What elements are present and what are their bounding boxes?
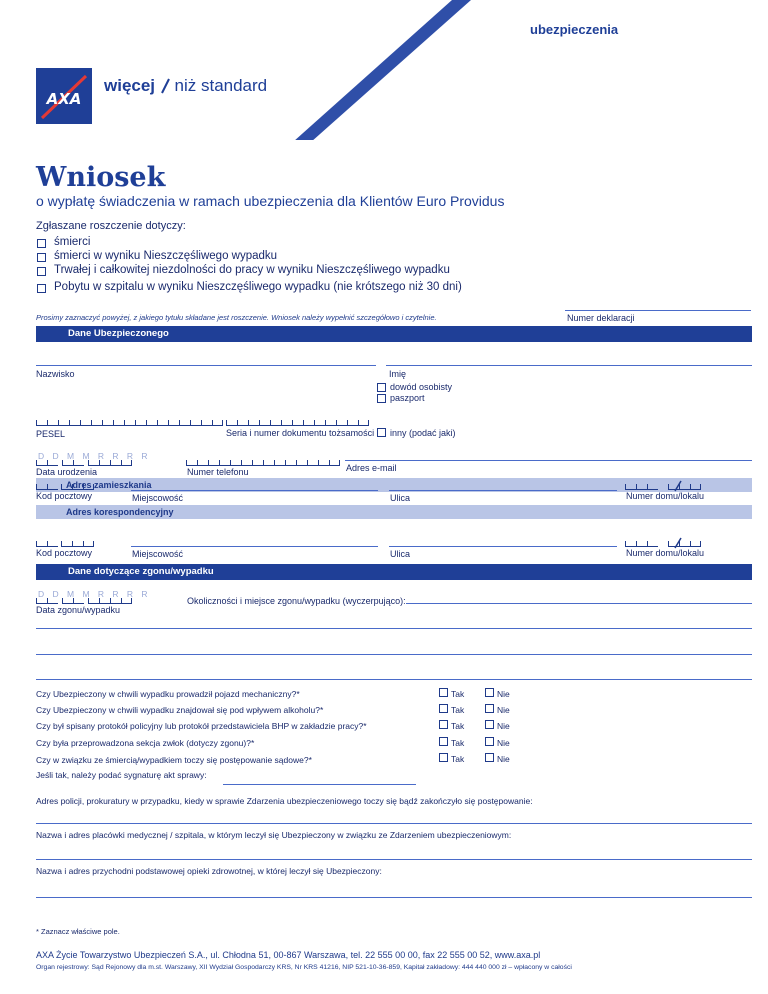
corr-city-line[interactable] — [131, 546, 378, 547]
doc-type-id: dowód osobisty — [390, 382, 453, 392]
residence-city-label: Miejscowość — [132, 493, 184, 503]
corr-city-label: Miejscowość — [132, 549, 184, 559]
q4-yes-label: Tak — [451, 738, 465, 748]
clinic-label: Nazwa i adres przychodni podstawowej opieki zdrowotnej, w której leczył się Ubezpieczony: — [36, 866, 382, 876]
q2-yes-label: Tak — [451, 705, 465, 715]
subsection-title-correspondence: Adres korespondencyjny — [66, 507, 174, 517]
footnote: * Zaznacz właściwe pole. — [36, 927, 120, 936]
residence-postal-label: Kod pocztowy — [36, 491, 93, 501]
corr-house-label: Numer domu/lokalu — [626, 548, 705, 558]
q3-yes-checkbox[interactable] — [439, 720, 448, 729]
surname-line[interactable] — [36, 365, 376, 366]
death-date-label: Data zgonu/wypadku — [36, 605, 121, 615]
corr-house-combs[interactable] — [625, 541, 701, 547]
corr-postal-combs[interactable] — [36, 541, 94, 547]
q5-no-checkbox[interactable] — [485, 753, 494, 762]
death-date-placeholder: D D M M R R R R — [38, 589, 151, 599]
section-title-death: Dane dotyczące zgonu/wypadku — [68, 566, 214, 577]
email-line[interactable] — [345, 460, 752, 461]
q5-yes-label: Tak — [451, 754, 465, 764]
signature-line[interactable] — [223, 784, 416, 785]
slogan-bold: więcej — [104, 76, 156, 95]
residence-house-combs[interactable] — [625, 484, 701, 490]
doc-number-combs[interactable] — [226, 420, 369, 426]
q2-no-checkbox[interactable] — [485, 704, 494, 713]
hospital-label: Nazwa i adres placówki medycznej / szpitala, w którym leczył się Ubezpieczony w związku ze Zdarzeniem ubezpieczeniowym: — [36, 830, 512, 840]
page-subtitle: o wypłatę świadczenia w ramach ubezpieczenia dla Klientów Euro Providus — [36, 193, 505, 209]
doc-type-other: inny (podać jaki) — [390, 428, 456, 438]
question-1: Czy Ubezpieczony w chwili wypadku prowadził pojazd mechaniczny?* — [36, 689, 300, 699]
claim-option-2: śmierci w wyniku Nieszczęśliwego wypadku — [54, 250, 278, 262]
hospital-line[interactable] — [36, 859, 752, 860]
subsection-title-residence: Adres zamieszkania — [66, 480, 152, 490]
doc-type-checkbox-passport[interactable] — [377, 394, 386, 403]
registry-info: Organ rejestrowy: Sąd Rejonowy dla m.st. Warszawy, XII Wydział Gospodarczy KRS, Nr KRS 41216, NIP 521-10-36-859, Kapitał zakładowy: 444 440 000 zł – wpłacony w całości — [36, 964, 572, 971]
question-5: Czy w związku ze śmiercią/wypadkiem toczy się postępowanie sądowe?* — [36, 755, 312, 765]
surname-label: Nazwisko — [36, 369, 75, 379]
claim-heading: Zgłaszane roszczenie dotyczy: — [36, 220, 186, 232]
pesel-label: PESEL — [36, 429, 66, 439]
q1-yes-checkbox[interactable] — [439, 688, 448, 697]
doc-label: Seria i numer dokumentu tożsamości — [226, 428, 375, 438]
birth-date-placeholder: D D M M R R R R — [38, 451, 151, 461]
page-title: Wniosek — [36, 162, 166, 193]
q4-no-label: Nie — [497, 738, 510, 748]
residence-street-line[interactable] — [389, 490, 617, 491]
email-label: Adres e-mail — [346, 463, 397, 473]
q1-no-checkbox[interactable] — [485, 688, 494, 697]
police-label: Adres policji, prokuratury w przypadku, kiedy w sprawie Zdarzenia ubezpieczeniowego toczy się bądź zakończyło się postępowanie: — [36, 796, 533, 806]
q2-no-label: Nie — [497, 705, 510, 715]
brand-tag: ubezpieczenia — [530, 22, 619, 37]
residence-postal-combs[interactable] — [36, 484, 94, 490]
pesel-combs[interactable] — [36, 420, 223, 426]
residence-city-line[interactable] — [131, 490, 378, 491]
q5-yes-checkbox[interactable] — [439, 753, 448, 762]
doc-type-passport: paszport — [390, 393, 425, 403]
corr-postal-label: Kod pocztowy — [36, 548, 93, 558]
doc-type-checkbox-id[interactable] — [377, 383, 386, 392]
name-line[interactable] — [386, 365, 752, 366]
declaration-label: Numer deklaracji — [567, 313, 635, 323]
question-2: Czy Ubezpieczony w chwili wypadku znajdował się pod wpływem alkoholu?* — [36, 705, 324, 715]
q3-no-checkbox[interactable] — [485, 720, 494, 729]
axa-logo — [36, 68, 92, 124]
slogan — [104, 75, 267, 96]
slogan-slash-icon — [160, 78, 170, 94]
claim-checkbox-2[interactable] — [37, 253, 46, 262]
residence-street-label: Ulica — [390, 493, 411, 503]
corr-street-label: Ulica — [390, 549, 411, 559]
phone-combs[interactable] — [186, 460, 340, 466]
q4-yes-checkbox[interactable] — [439, 737, 448, 746]
declaration-line[interactable] — [565, 310, 751, 311]
q3-no-label: Nie — [497, 721, 510, 731]
clinic-line[interactable] — [36, 897, 752, 898]
signature-label: Jeśli tak, należy podać sygnaturę akt sprawy: — [36, 770, 207, 780]
q1-yes-label: Tak — [451, 689, 465, 699]
claim-checkbox-3[interactable] — [37, 267, 46, 276]
section-title-insured: Dane Ubezpieczonego — [68, 328, 169, 339]
doc-type-checkbox-other[interactable] — [377, 428, 386, 437]
circumstances-line-3[interactable] — [36, 654, 752, 655]
logo-icon — [36, 68, 92, 124]
instruction-text: Prosimy zaznaczyć powyżej, z jakiego tytułu składane jest roszczenie. Wniosek należy wypełnić szczegółowo i czytelnie. — [36, 313, 437, 322]
q4-no-checkbox[interactable] — [485, 737, 494, 746]
header-graphic — [0, 0, 768, 140]
name-label: Imię — [389, 369, 407, 379]
claim-option-1: śmierci — [54, 236, 91, 248]
q1-no-label: Nie — [497, 689, 510, 699]
circumstances-label: Okoliczności i miejsce zgonu/wypadku (wyczerpująco): — [187, 596, 406, 606]
residence-house-label: Numer domu/lokalu — [626, 491, 705, 501]
circumstances-line-4[interactable] — [36, 679, 752, 680]
question-3: Czy był spisany protokół policyjny lub protokół przedstawiciela BHP w zakładzie pracy?* — [36, 721, 367, 731]
circumstances-line-2[interactable] — [36, 628, 752, 629]
company-info: AXA Życie Towarzystwo Ubezpieczeń S.A., ul. Chłodna 51, 00-867 Warszawa, tel. 22 555 00 00, fax 22 555 00 52, www.axa.pl — [36, 950, 541, 960]
phone-label: Numer telefonu — [187, 467, 249, 477]
q2-yes-checkbox[interactable] — [439, 704, 448, 713]
slogan-light: niż standard — [174, 76, 268, 95]
q3-yes-label: Tak — [451, 721, 465, 731]
circumstances-line-1[interactable] — [406, 603, 752, 604]
claim-checkbox-1[interactable] — [37, 239, 46, 248]
diagonal-stripe — [284, 0, 471, 140]
police-line[interactable] — [36, 823, 752, 824]
claim-option-4: Pobytu w szpitalu w wyniku Nieszczęśliwego wypadku (nie krótszego niż 30 dni) — [54, 281, 462, 293]
q5-no-label: Nie — [497, 754, 510, 764]
claim-checkbox-4[interactable] — [37, 284, 46, 293]
claim-option-3: Trwałej i całkowitej niezdolności do pracy w wyniku Nieszczęśliwego wypadku — [54, 264, 450, 276]
svg-text:AXA: AXA — [46, 90, 82, 108]
corr-street-line[interactable] — [389, 546, 617, 547]
birth-date-label: Data urodzenia — [36, 467, 98, 477]
question-4: Czy była przeprowadzona sekcja zwłok (dotyczy zgonu)?* — [36, 738, 255, 748]
